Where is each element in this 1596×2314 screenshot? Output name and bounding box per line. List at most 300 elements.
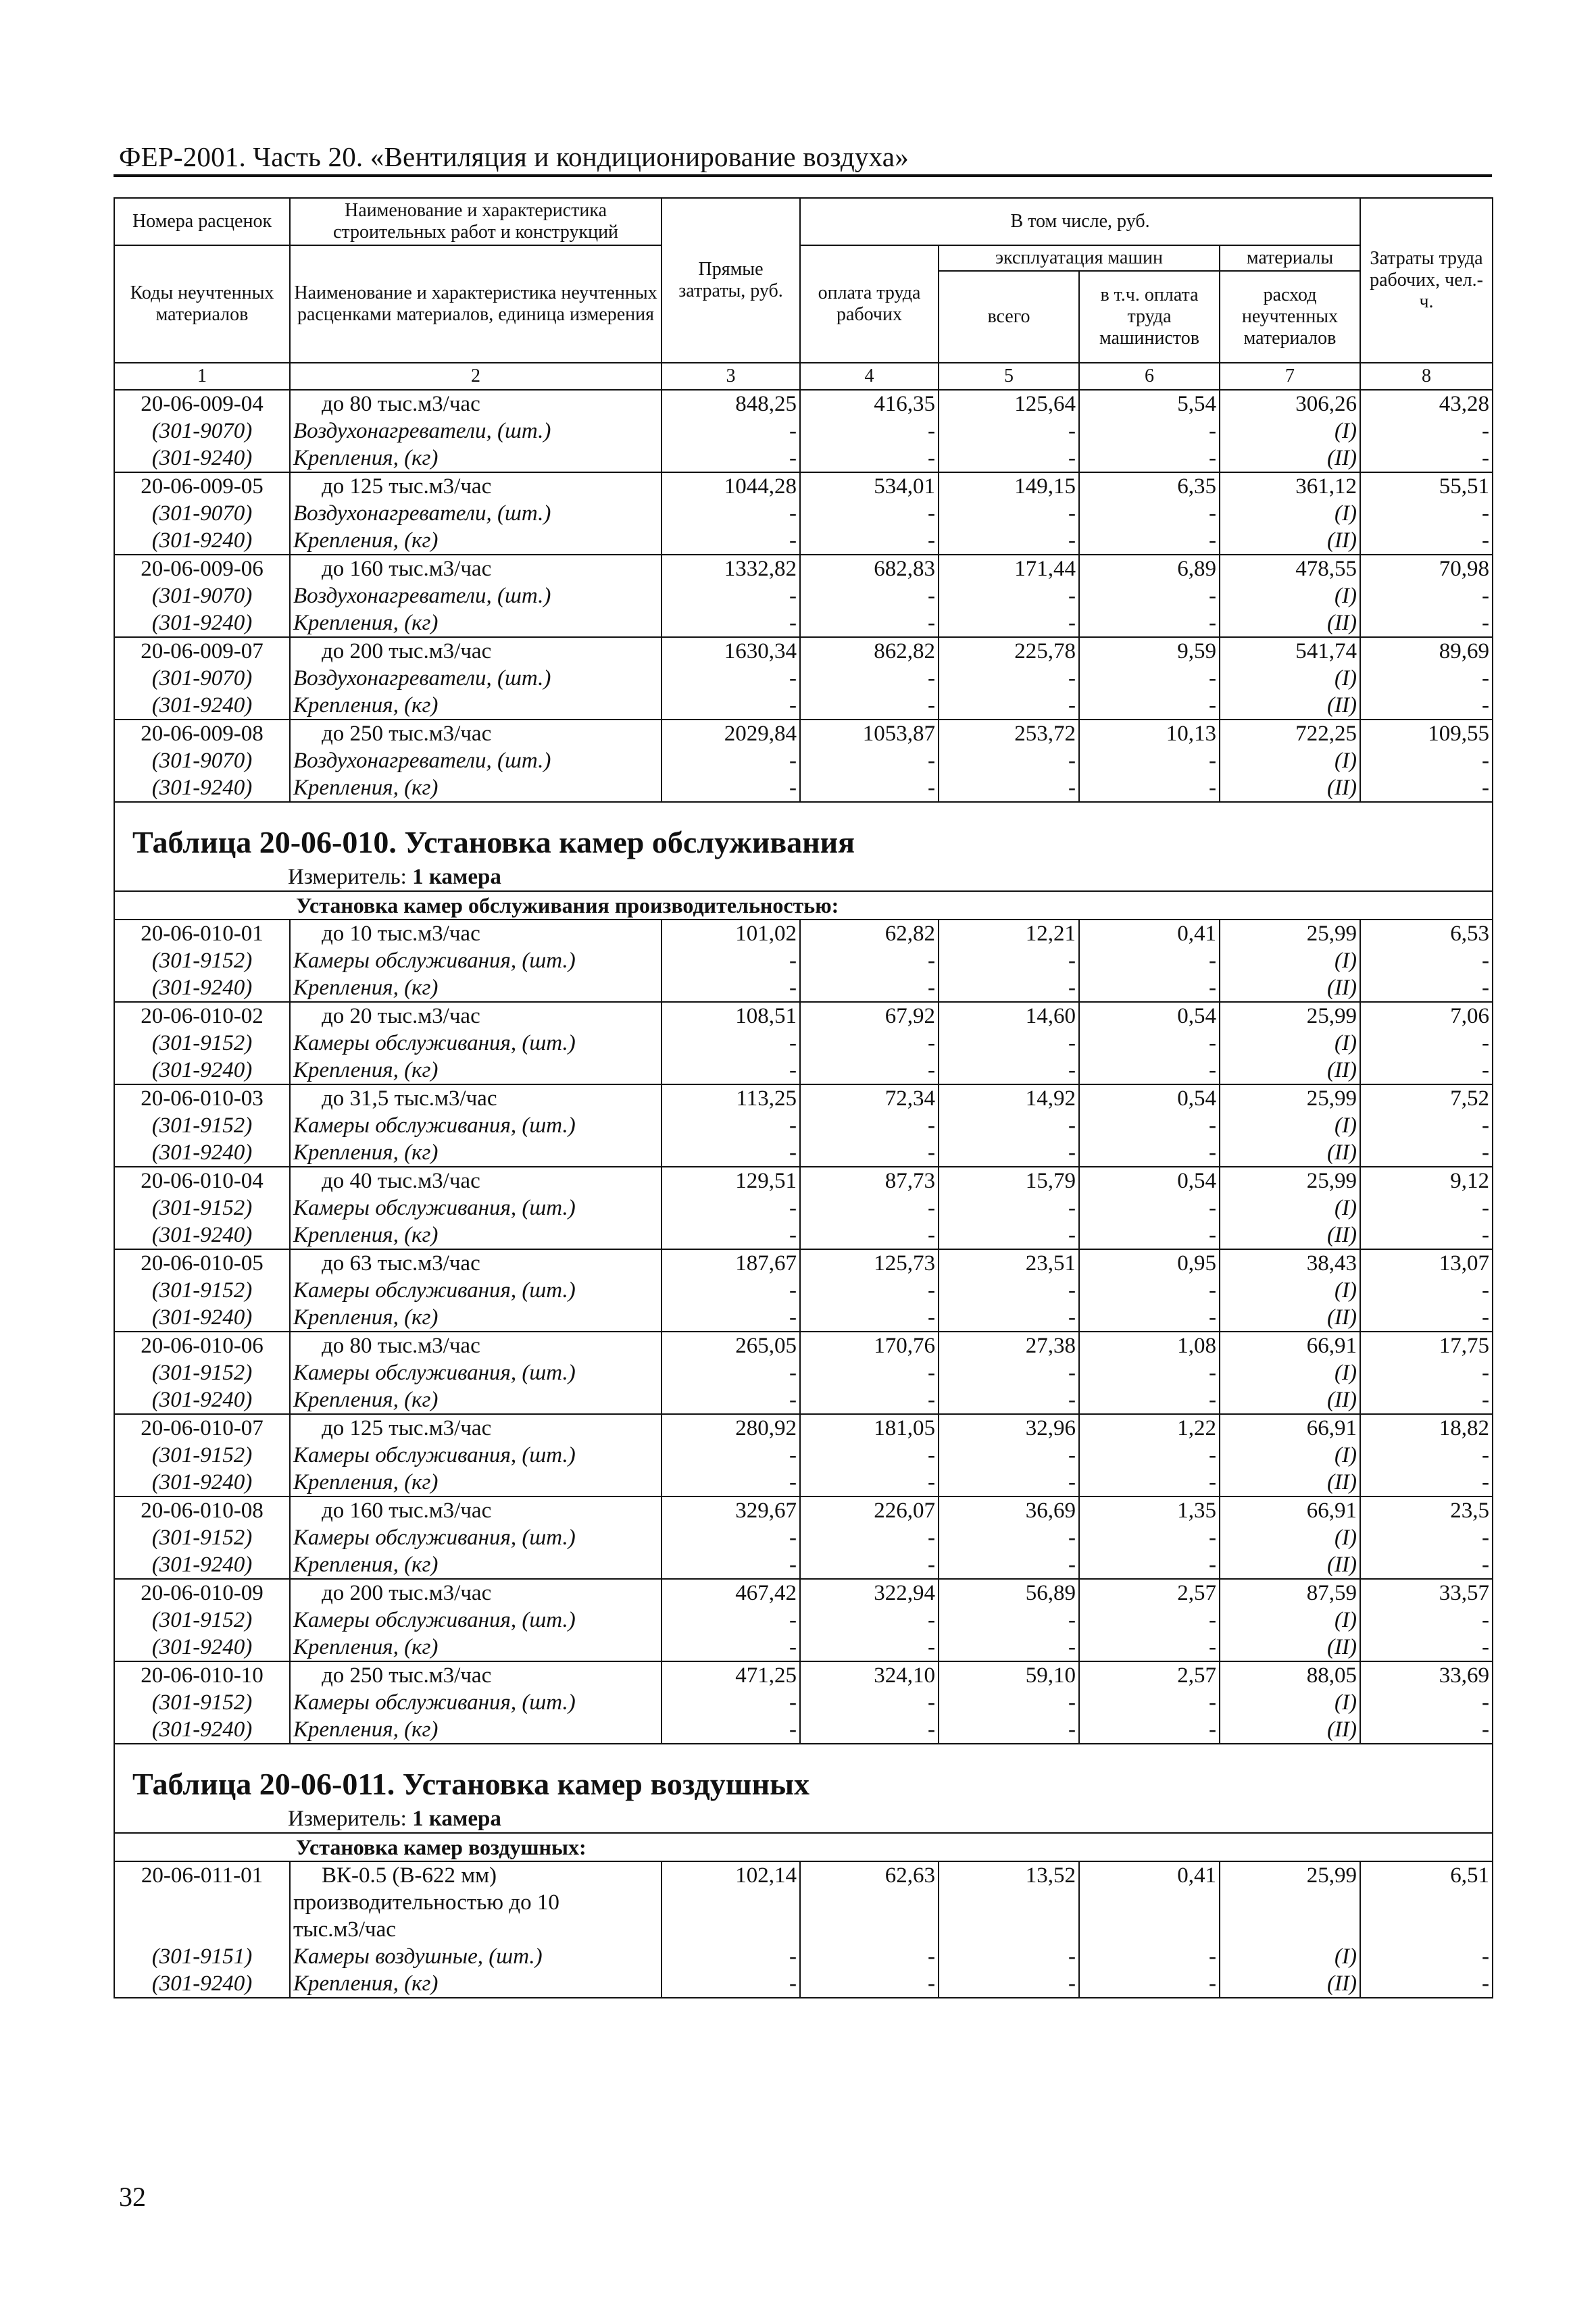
work-name: до 63 тыс.м3/час <box>290 1249 662 1277</box>
material-mark: (I) <box>1220 1030 1360 1057</box>
dash-cell: - <box>1079 1030 1220 1057</box>
material-mark: (I) <box>1220 582 1360 609</box>
unit-value: 1 камера <box>412 1807 501 1831</box>
value-cell: 102,14 <box>662 1861 800 1889</box>
section-heading-cell <box>114 1744 1493 1833</box>
dash-cell: - <box>1360 1943 1493 1970</box>
material-code: (301-9240) <box>114 1970 290 1998</box>
work-name: до 250 тыс.м3/час <box>290 720 662 747</box>
col-header-codes-top: Номера расценок <box>114 198 290 245</box>
dash-cell: - <box>662 1607 800 1634</box>
material-name: Камеры обслуживания, (шт.) <box>290 1607 662 1634</box>
value-cell: 70,98 <box>1360 555 1493 582</box>
material-name: Крепления, (кг) <box>290 1469 662 1496</box>
material-name: Крепления, (кг) <box>290 1716 662 1744</box>
section-title: Таблица 20-06-010. Установка камер обслуживания <box>132 825 855 859</box>
material-name: Воздухонагреватели, (шт.) <box>290 418 662 445</box>
work-name-continued: тыс.м3/час <box>290 1916 662 1943</box>
price-code: 20-06-009-08 <box>114 720 290 747</box>
dash-cell: - <box>662 1359 800 1386</box>
dash-cell: - <box>1079 1194 1220 1222</box>
dash-cell: - <box>1079 1524 1220 1551</box>
material-name: Камеры обслуживания, (шт.) <box>290 1194 662 1222</box>
material-row <box>114 1359 1493 1386</box>
price-row <box>114 1249 1493 1277</box>
dash-cell: - <box>662 609 800 637</box>
value-cell: 149,15 <box>939 472 1079 500</box>
dash-cell: - <box>662 1304 800 1332</box>
dash-cell: - <box>1360 1277 1493 1304</box>
value-cell: 33,57 <box>1360 1579 1493 1607</box>
material-row <box>114 1716 1493 1744</box>
dash-cell: - <box>662 445 800 472</box>
dash-cell: - <box>800 665 939 692</box>
material-name: Крепления, (кг) <box>290 1970 662 1998</box>
dash-cell: - <box>662 665 800 692</box>
blank-cell <box>1220 1889 1360 1916</box>
value-cell: 722,25 <box>1220 720 1360 747</box>
value-cell: 265,05 <box>662 1332 800 1359</box>
work-name: до 80 тыс.м3/час <box>290 1332 662 1359</box>
blank-cell <box>800 1916 939 1943</box>
dash-cell: - <box>1360 445 1493 472</box>
col-header-material-use: расход неучтенных материалов <box>1220 271 1360 363</box>
value-cell: 59,10 <box>939 1661 1079 1689</box>
value-cell: 280,92 <box>662 1414 800 1442</box>
material-mark: (I) <box>1220 1524 1360 1551</box>
material-name: Камеры обслуживания, (шт.) <box>290 1689 662 1716</box>
material-name: Камеры обслуживания, (шт.) <box>290 1359 662 1386</box>
value-cell: 0,41 <box>1079 920 1220 947</box>
material-code: (301-9152) <box>114 1607 290 1634</box>
dash-cell: - <box>800 1222 939 1249</box>
work-name: до 160 тыс.м3/час <box>290 1496 662 1524</box>
dash-cell: - <box>1360 1030 1493 1057</box>
section-heading-row <box>114 1744 1493 1833</box>
value-cell: 361,12 <box>1220 472 1360 500</box>
material-mark: (I) <box>1220 1943 1360 1970</box>
dash-cell: - <box>662 1222 800 1249</box>
material-name: Воздухонагреватели, (шт.) <box>290 665 662 692</box>
dash-cell: - <box>1079 1442 1220 1469</box>
dash-cell: - <box>1079 1359 1220 1386</box>
dash-cell: - <box>1360 418 1493 445</box>
unit-label: Измеритель: <box>288 865 407 889</box>
material-name: Камеры обслуживания, (шт.) <box>290 1442 662 1469</box>
document-body <box>114 197 1492 1998</box>
section-heading-row <box>114 802 1493 891</box>
material-name: Камеры обслуживания, (шт.) <box>290 947 662 974</box>
material-mark: (I) <box>1220 1194 1360 1222</box>
dash-cell: - <box>800 1469 939 1496</box>
col-header-name-top: Наименование и характеристика строительных работ и конструкций <box>290 198 662 245</box>
blank-cell <box>939 1916 1079 1943</box>
dash-cell: - <box>662 1943 800 1970</box>
value-cell: 89,69 <box>1360 637 1493 665</box>
dash-cell: - <box>1360 1551 1493 1579</box>
material-row <box>114 500 1493 527</box>
dash-cell: - <box>1079 1943 1220 1970</box>
value-cell: 13,52 <box>939 1861 1079 1889</box>
dash-cell: - <box>1360 665 1493 692</box>
value-cell: 253,72 <box>939 720 1079 747</box>
price-code: 20-06-010-10 <box>114 1661 290 1689</box>
value-cell: 25,99 <box>1220 920 1360 947</box>
value-cell: 6,51 <box>1360 1861 1493 1889</box>
value-cell: 306,26 <box>1220 390 1360 418</box>
dash-cell: - <box>939 774 1079 802</box>
price-row <box>114 1661 1493 1689</box>
dash-cell: - <box>800 418 939 445</box>
price-code: 20-06-010-08 <box>114 1496 290 1524</box>
dash-cell: - <box>1360 747 1493 774</box>
price-code: 20-06-009-07 <box>114 637 290 665</box>
dash-cell: - <box>662 527 800 555</box>
value-cell: 12,21 <box>939 920 1079 947</box>
dash-cell: - <box>800 1194 939 1222</box>
dash-cell: - <box>800 609 939 637</box>
dash-cell: - <box>939 1442 1079 1469</box>
value-cell: 14,60 <box>939 1002 1079 1030</box>
material-code: (301-9152) <box>114 1359 290 1386</box>
dash-cell: - <box>1079 418 1220 445</box>
dash-cell: - <box>800 747 939 774</box>
blank-cell <box>662 1889 800 1916</box>
value-cell: 125,64 <box>939 390 1079 418</box>
material-row <box>114 1030 1493 1057</box>
dash-cell: - <box>800 774 939 802</box>
material-mark: (I) <box>1220 500 1360 527</box>
material-row <box>114 692 1493 720</box>
dash-cell: - <box>1079 747 1220 774</box>
value-cell: 17,75 <box>1360 1332 1493 1359</box>
dash-cell: - <box>939 692 1079 720</box>
price-code: 20-06-009-04 <box>114 390 290 418</box>
material-code: (301-9070) <box>114 500 290 527</box>
dash-cell: - <box>939 1524 1079 1551</box>
price-code: 20-06-011-01 <box>114 1861 290 1889</box>
value-cell: 23,5 <box>1360 1496 1493 1524</box>
work-name: до 31,5 тыс.м3/час <box>290 1084 662 1112</box>
dash-cell: - <box>800 582 939 609</box>
dash-cell: - <box>662 1030 800 1057</box>
value-cell: 7,52 <box>1360 1084 1493 1112</box>
dash-cell: - <box>939 1386 1079 1414</box>
value-cell: 87,59 <box>1220 1579 1360 1607</box>
material-code: (301-9152) <box>114 947 290 974</box>
price-row <box>114 1579 1493 1607</box>
material-code: (301-9070) <box>114 418 290 445</box>
dash-cell: - <box>800 1030 939 1057</box>
dash-cell: - <box>662 1194 800 1222</box>
work-name: до 125 тыс.м3/час <box>290 1414 662 1442</box>
dash-cell: - <box>1079 974 1220 1002</box>
material-code: (301-9240) <box>114 1716 290 1744</box>
material-code: (301-9240) <box>114 774 290 802</box>
col-number: 6 <box>1079 363 1220 390</box>
material-code: (301-9152) <box>114 1030 290 1057</box>
price-code: 20-06-010-02 <box>114 1002 290 1030</box>
value-cell: 226,07 <box>800 1496 939 1524</box>
value-cell: 848,25 <box>662 390 800 418</box>
material-mark: (II) <box>1220 1469 1360 1496</box>
dash-cell: - <box>1360 1442 1493 1469</box>
section-heading-cell <box>114 802 1493 891</box>
unit-value: 1 камера <box>412 865 501 889</box>
material-row <box>114 1277 1493 1304</box>
page-number: 32 <box>119 2182 146 2212</box>
dash-cell: - <box>662 1469 800 1496</box>
dash-cell: - <box>800 1689 939 1716</box>
col-header-machines-total: всего <box>939 271 1079 363</box>
value-cell: 13,07 <box>1360 1249 1493 1277</box>
dash-cell: - <box>1360 1970 1493 1998</box>
value-cell: 1053,87 <box>800 720 939 747</box>
material-mark: (I) <box>1220 1442 1360 1469</box>
dash-cell: - <box>939 1634 1079 1661</box>
material-mark: (II) <box>1220 445 1360 472</box>
price-row <box>114 1861 1493 1889</box>
dash-cell: - <box>939 445 1079 472</box>
material-mark: (I) <box>1220 947 1360 974</box>
value-cell: 56,89 <box>939 1579 1079 1607</box>
value-cell: 10,13 <box>1079 720 1220 747</box>
dash-cell: - <box>662 1716 800 1744</box>
work-name: до 20 тыс.м3/час <box>290 1002 662 1030</box>
dash-cell: - <box>1079 665 1220 692</box>
work-name: до 125 тыс.м3/час <box>290 472 662 500</box>
dash-cell: - <box>1079 500 1220 527</box>
price-code: 20-06-010-03 <box>114 1084 290 1112</box>
material-code: (301-9240) <box>114 692 290 720</box>
material-row <box>114 1139 1493 1167</box>
material-name: Крепления, (кг) <box>290 445 662 472</box>
price-code: 20-06-009-05 <box>114 472 290 500</box>
dash-cell: - <box>939 1222 1079 1249</box>
material-code: (301-9152) <box>114 1277 290 1304</box>
unit-line <box>132 863 1492 890</box>
dash-cell: - <box>1079 1112 1220 1139</box>
value-cell: 324,10 <box>800 1661 939 1689</box>
value-cell: 129,51 <box>662 1167 800 1194</box>
material-row <box>114 747 1493 774</box>
value-cell: 55,51 <box>1360 472 1493 500</box>
material-mark: (I) <box>1220 1277 1360 1304</box>
price-code: 20-06-010-05 <box>114 1249 290 1277</box>
material-code: (301-9240) <box>114 1551 290 1579</box>
section-title: Таблица 20-06-011. Установка камер воздушных <box>132 1767 810 1801</box>
unit-line <box>132 1805 1492 1832</box>
price-row <box>114 720 1493 747</box>
material-name: Камеры обслуживания, (шт.) <box>290 1524 662 1551</box>
price-code: 20-06-010-04 <box>114 1167 290 1194</box>
material-name: Воздухонагреватели, (шт.) <box>290 500 662 527</box>
dash-cell: - <box>800 1607 939 1634</box>
material-code: (301-9070) <box>114 747 290 774</box>
material-code: (301-9240) <box>114 1634 290 1661</box>
work-name: до 80 тыс.м3/час <box>290 390 662 418</box>
dash-cell: - <box>939 1551 1079 1579</box>
value-cell: 62,82 <box>800 920 939 947</box>
dash-cell: - <box>1360 1524 1493 1551</box>
material-mark: (II) <box>1220 974 1360 1002</box>
col-header-labor: Затраты труда рабочих, чел.-ч. <box>1360 198 1493 363</box>
material-row <box>114 1194 1493 1222</box>
value-cell: 416,35 <box>800 390 939 418</box>
material-mark: (II) <box>1220 1551 1360 1579</box>
dash-cell: - <box>1360 1716 1493 1744</box>
dash-cell: - <box>800 1970 939 1998</box>
dash-cell: - <box>662 747 800 774</box>
dash-cell: - <box>800 1551 939 1579</box>
material-mark: (II) <box>1220 1716 1360 1744</box>
value-cell: 171,44 <box>939 555 1079 582</box>
price-row <box>114 1332 1493 1359</box>
price-code: 20-06-010-09 <box>114 1579 290 1607</box>
dash-cell: - <box>1360 527 1493 555</box>
header-row-2 <box>114 245 1493 271</box>
material-mark: (I) <box>1220 1359 1360 1386</box>
dash-cell: - <box>662 582 800 609</box>
material-code: (301-9152) <box>114 1524 290 1551</box>
header-row-1 <box>114 198 1493 245</box>
value-cell: 1332,82 <box>662 555 800 582</box>
material-name: Крепления, (кг) <box>290 1304 662 1332</box>
value-cell: 101,02 <box>662 920 800 947</box>
col-header-name-bottom: Наименование и характеристика неучтенных расценками материалов, единица измерения <box>290 245 662 363</box>
col-number: 2 <box>290 363 662 390</box>
dash-cell: - <box>1079 774 1220 802</box>
dash-cell: - <box>939 747 1079 774</box>
value-cell: 6,89 <box>1079 555 1220 582</box>
material-code: (301-9070) <box>114 665 290 692</box>
dash-cell: - <box>1360 1112 1493 1139</box>
dash-cell: - <box>939 1716 1079 1744</box>
material-mark: (II) <box>1220 1386 1360 1414</box>
material-code: (301-9070) <box>114 582 290 609</box>
material-mark: (II) <box>1220 1634 1360 1661</box>
header-numbers-row <box>114 363 1493 390</box>
dash-cell: - <box>1079 1222 1220 1249</box>
section-subheader-row <box>114 1833 1493 1861</box>
work-name: до 160 тыс.м3/час <box>290 555 662 582</box>
value-cell: 170,76 <box>800 1332 939 1359</box>
material-code: (301-9240) <box>114 609 290 637</box>
dash-cell: - <box>1079 527 1220 555</box>
value-cell: 0,41 <box>1079 1861 1220 1889</box>
price-code: 20-06-009-06 <box>114 555 290 582</box>
material-row <box>114 974 1493 1002</box>
dash-cell: - <box>800 1304 939 1332</box>
col-number: 7 <box>1220 363 1360 390</box>
estimate-table <box>114 197 1493 1998</box>
price-row <box>114 1084 1493 1112</box>
material-name: Крепления, (кг) <box>290 1634 662 1661</box>
value-cell: 27,38 <box>939 1332 1079 1359</box>
material-row <box>114 1607 1493 1634</box>
value-cell: 322,94 <box>800 1579 939 1607</box>
material-mark: (II) <box>1220 1970 1360 1998</box>
value-cell: 113,25 <box>662 1084 800 1112</box>
value-cell: 43,28 <box>1360 390 1493 418</box>
work-name: ВК-0.5 (В-622 мм) <box>290 1861 662 1889</box>
dash-cell: - <box>800 500 939 527</box>
material-name: Камеры обслуживания, (шт.) <box>290 1030 662 1057</box>
material-name: Крепления, (кг) <box>290 527 662 555</box>
material-name: Крепления, (кг) <box>290 1057 662 1084</box>
work-name: до 250 тыс.м3/час <box>290 1661 662 1689</box>
dash-cell: - <box>1360 692 1493 720</box>
dash-cell: - <box>1079 1970 1220 1998</box>
dash-cell: - <box>800 947 939 974</box>
dash-cell: - <box>800 1634 939 1661</box>
dash-cell: - <box>1360 974 1493 1002</box>
material-row <box>114 1524 1493 1551</box>
dash-cell: - <box>662 1057 800 1084</box>
dash-cell: - <box>800 1386 939 1414</box>
blank-cell <box>939 1889 1079 1916</box>
material-row <box>114 1551 1493 1579</box>
dash-cell: - <box>1079 947 1220 974</box>
value-cell: 25,99 <box>1220 1861 1360 1889</box>
value-cell: 6,53 <box>1360 920 1493 947</box>
dash-cell: - <box>939 665 1079 692</box>
col-header-wages: оплата труда рабочих <box>800 245 939 363</box>
dash-cell: - <box>1079 1057 1220 1084</box>
material-code: (301-9152) <box>114 1194 290 1222</box>
value-cell: 682,83 <box>800 555 939 582</box>
dash-cell: - <box>1079 1551 1220 1579</box>
blank-cell <box>800 1889 939 1916</box>
dash-cell: - <box>662 774 800 802</box>
dash-cell: - <box>800 692 939 720</box>
blank-cell <box>1360 1916 1493 1943</box>
material-row <box>114 527 1493 555</box>
col-header-materials: материалы <box>1220 245 1360 271</box>
dash-cell: - <box>800 527 939 555</box>
work-name: до 200 тыс.м3/час <box>290 1579 662 1607</box>
dash-cell: - <box>800 1524 939 1551</box>
value-cell: 66,91 <box>1220 1414 1360 1442</box>
material-row <box>114 1222 1493 1249</box>
value-cell: 32,96 <box>939 1414 1079 1442</box>
material-name: Крепления, (кг) <box>290 974 662 1002</box>
value-cell: 38,43 <box>1220 1249 1360 1277</box>
value-cell: 14,92 <box>939 1084 1079 1112</box>
value-cell: 1,08 <box>1079 1332 1220 1359</box>
blank-cell <box>1079 1916 1220 1943</box>
material-name: Воздухонагреватели, (шт.) <box>290 582 662 609</box>
dash-cell: - <box>662 947 800 974</box>
value-cell: 66,91 <box>1220 1496 1360 1524</box>
table-body <box>114 198 1493 1998</box>
dash-cell: - <box>939 1970 1079 1998</box>
material-name: Крепления, (кг) <box>290 1551 662 1579</box>
dash-cell: - <box>1079 1277 1220 1304</box>
material-row <box>114 1386 1493 1414</box>
material-mark: (II) <box>1220 774 1360 802</box>
col-number: 3 <box>662 363 800 390</box>
value-cell: 125,73 <box>800 1249 939 1277</box>
material-name: Камеры обслуживания, (шт.) <box>290 1112 662 1139</box>
material-mark: (II) <box>1220 692 1360 720</box>
material-mark: (II) <box>1220 1304 1360 1332</box>
blank-cell <box>1360 1889 1493 1916</box>
dash-cell: - <box>662 1634 800 1661</box>
dash-cell: - <box>1079 1304 1220 1332</box>
value-cell: 25,99 <box>1220 1167 1360 1194</box>
dash-cell: - <box>1079 445 1220 472</box>
